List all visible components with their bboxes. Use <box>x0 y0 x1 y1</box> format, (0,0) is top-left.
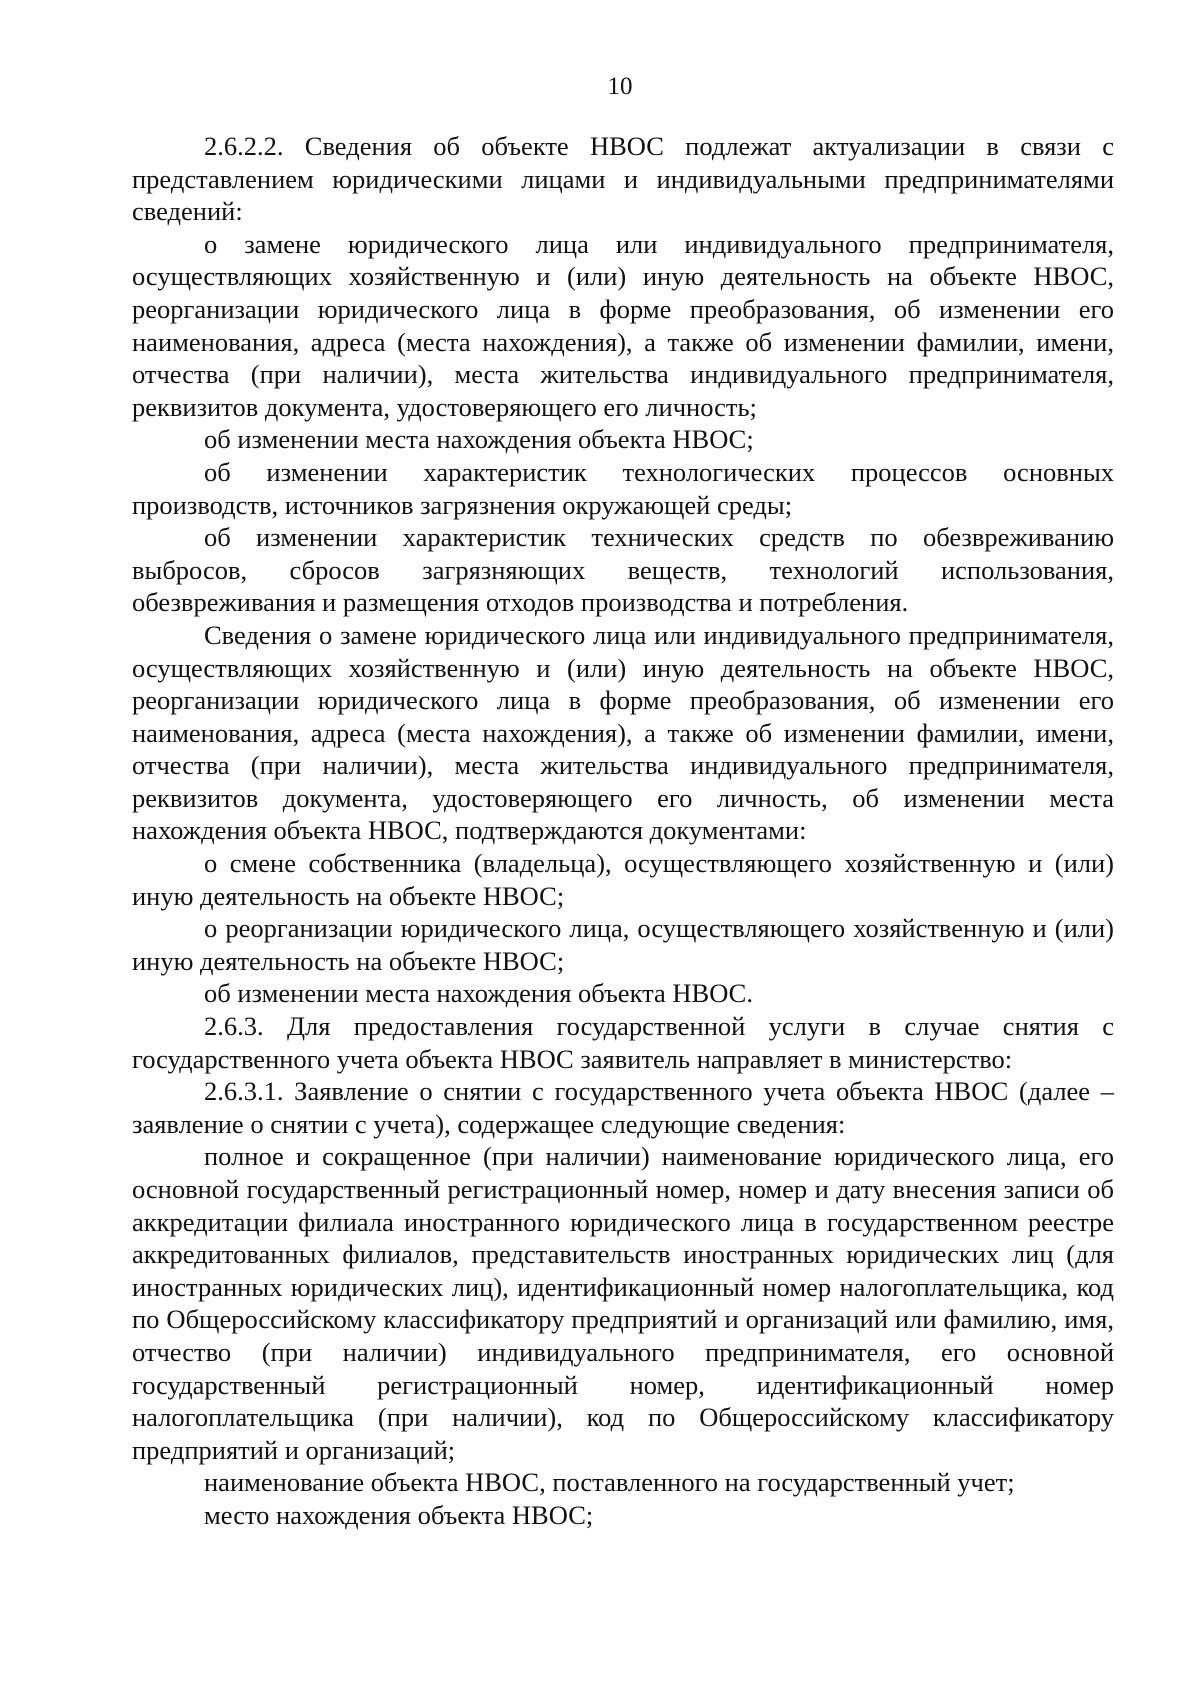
paragraph-object-location: место нахождения объекта НВОС; <box>204 1499 594 1530</box>
paragraph-supporting-documents: Сведения о замене юридического лица или индивидуального предпринимателя, осуществляющих хозяйственную и (или) иную деятельность на объекте НВОС, реорганизации юридического лица в форме преобразования, об изменении его наименования, адреса (места нахождения), а также об изменении фамилии, имени, отчества (при наличии), места жительства индивидуального предпринимателя, реквизитов документа, удостоверяющего его личность, об изменении места нахождения объекта НВОС, подтверждаются документами: <box>132 619 1114 846</box>
paragraph-2-6-2-2: 2.6.2.2. Сведения об объекте НВОС подлежат актуализации в связи с представлением юридическими лицами и индивидуальными предпринимателями сведений: <box>132 131 1114 227</box>
paragraph-technical-means: об изменении характеристик технических средств по обезвреживанию выбросов, сбросов загрязняющих веществ, технологий использования, обезвреживания и размещения отходов производства и потребления. <box>132 522 1114 618</box>
document-body <box>132 130 1114 1532</box>
paragraph-applicant-details: полное и сокращенное (при наличии) наименование юридического лица, его основной государственный регистрационный номер, номер и дату внесения записи об аккредитации филиала иностранного юридического лица в государственном реестре аккредитованных филиалов, представительств иностранных юридических лиц (для иностранных юридических лиц), идентификационный номер налогоплательщика, код по Общероссийскому классификатору предприятий и организаций или фамилию, имя, отчество (при наличии) индивидуального предпринимателя, его основной государственный регистрационный номер, идентификационный номер налогоплательщика (при наличии), код по Общероссийскому классификатору предприятий и организаций; <box>132 1141 1114 1465</box>
paragraph-replacement-of-entity: о замене юридического лица или индивидуального предпринимателя, осуществляющих хозяйственную и (или) иную деятельность на объекте НВОС, реорганизации юридического лица в форме преобразования, об изменении его наименования, адреса (места нахождения), а также об изменении фамилии, имени, отчества (при наличии), места жительства индивидуального предпринимателя, реквизитов документа, удостоверяющего его личность; <box>132 228 1114 422</box>
paragraph-owner-change: о смене собственника (владельца), осуществляющего хозяйственную и (или) иную деятельность на объекте НВОС; <box>132 848 1114 911</box>
paragraph-2-6-3: 2.6.3. Для предоставления государственной услуги в случае снятия с государственного учета объекта НВОС заявитель направляет в министерство: <box>132 1011 1114 1074</box>
page-number: 10 <box>607 73 633 100</box>
paragraph-location-change: об изменении места нахождения объекта НВОС; <box>204 424 754 455</box>
paragraph-reorganization: о реорганизации юридического лица, осуществляющего хозяйственную и (или) иную деятельность на объекте НВОС; <box>132 913 1114 976</box>
paragraph-process-characteristics: об изменении характеристик технологических процессов основных производств, источников загрязнения окружающей среды; <box>132 456 1114 520</box>
paragraph-object-name: наименование объекта НВОС, поставленного на государственный учет; <box>204 1467 1015 1498</box>
paragraph-2-6-3-1: 2.6.3.1. Заявление о снятии с государственного учета объекта НВОС (далее – заявление о снятии с учета), содержащее следующие сведения: <box>132 1076 1114 1139</box>
paragraph-location-change-doc: об изменении места нахождения объекта НВОС. <box>204 978 753 1009</box>
